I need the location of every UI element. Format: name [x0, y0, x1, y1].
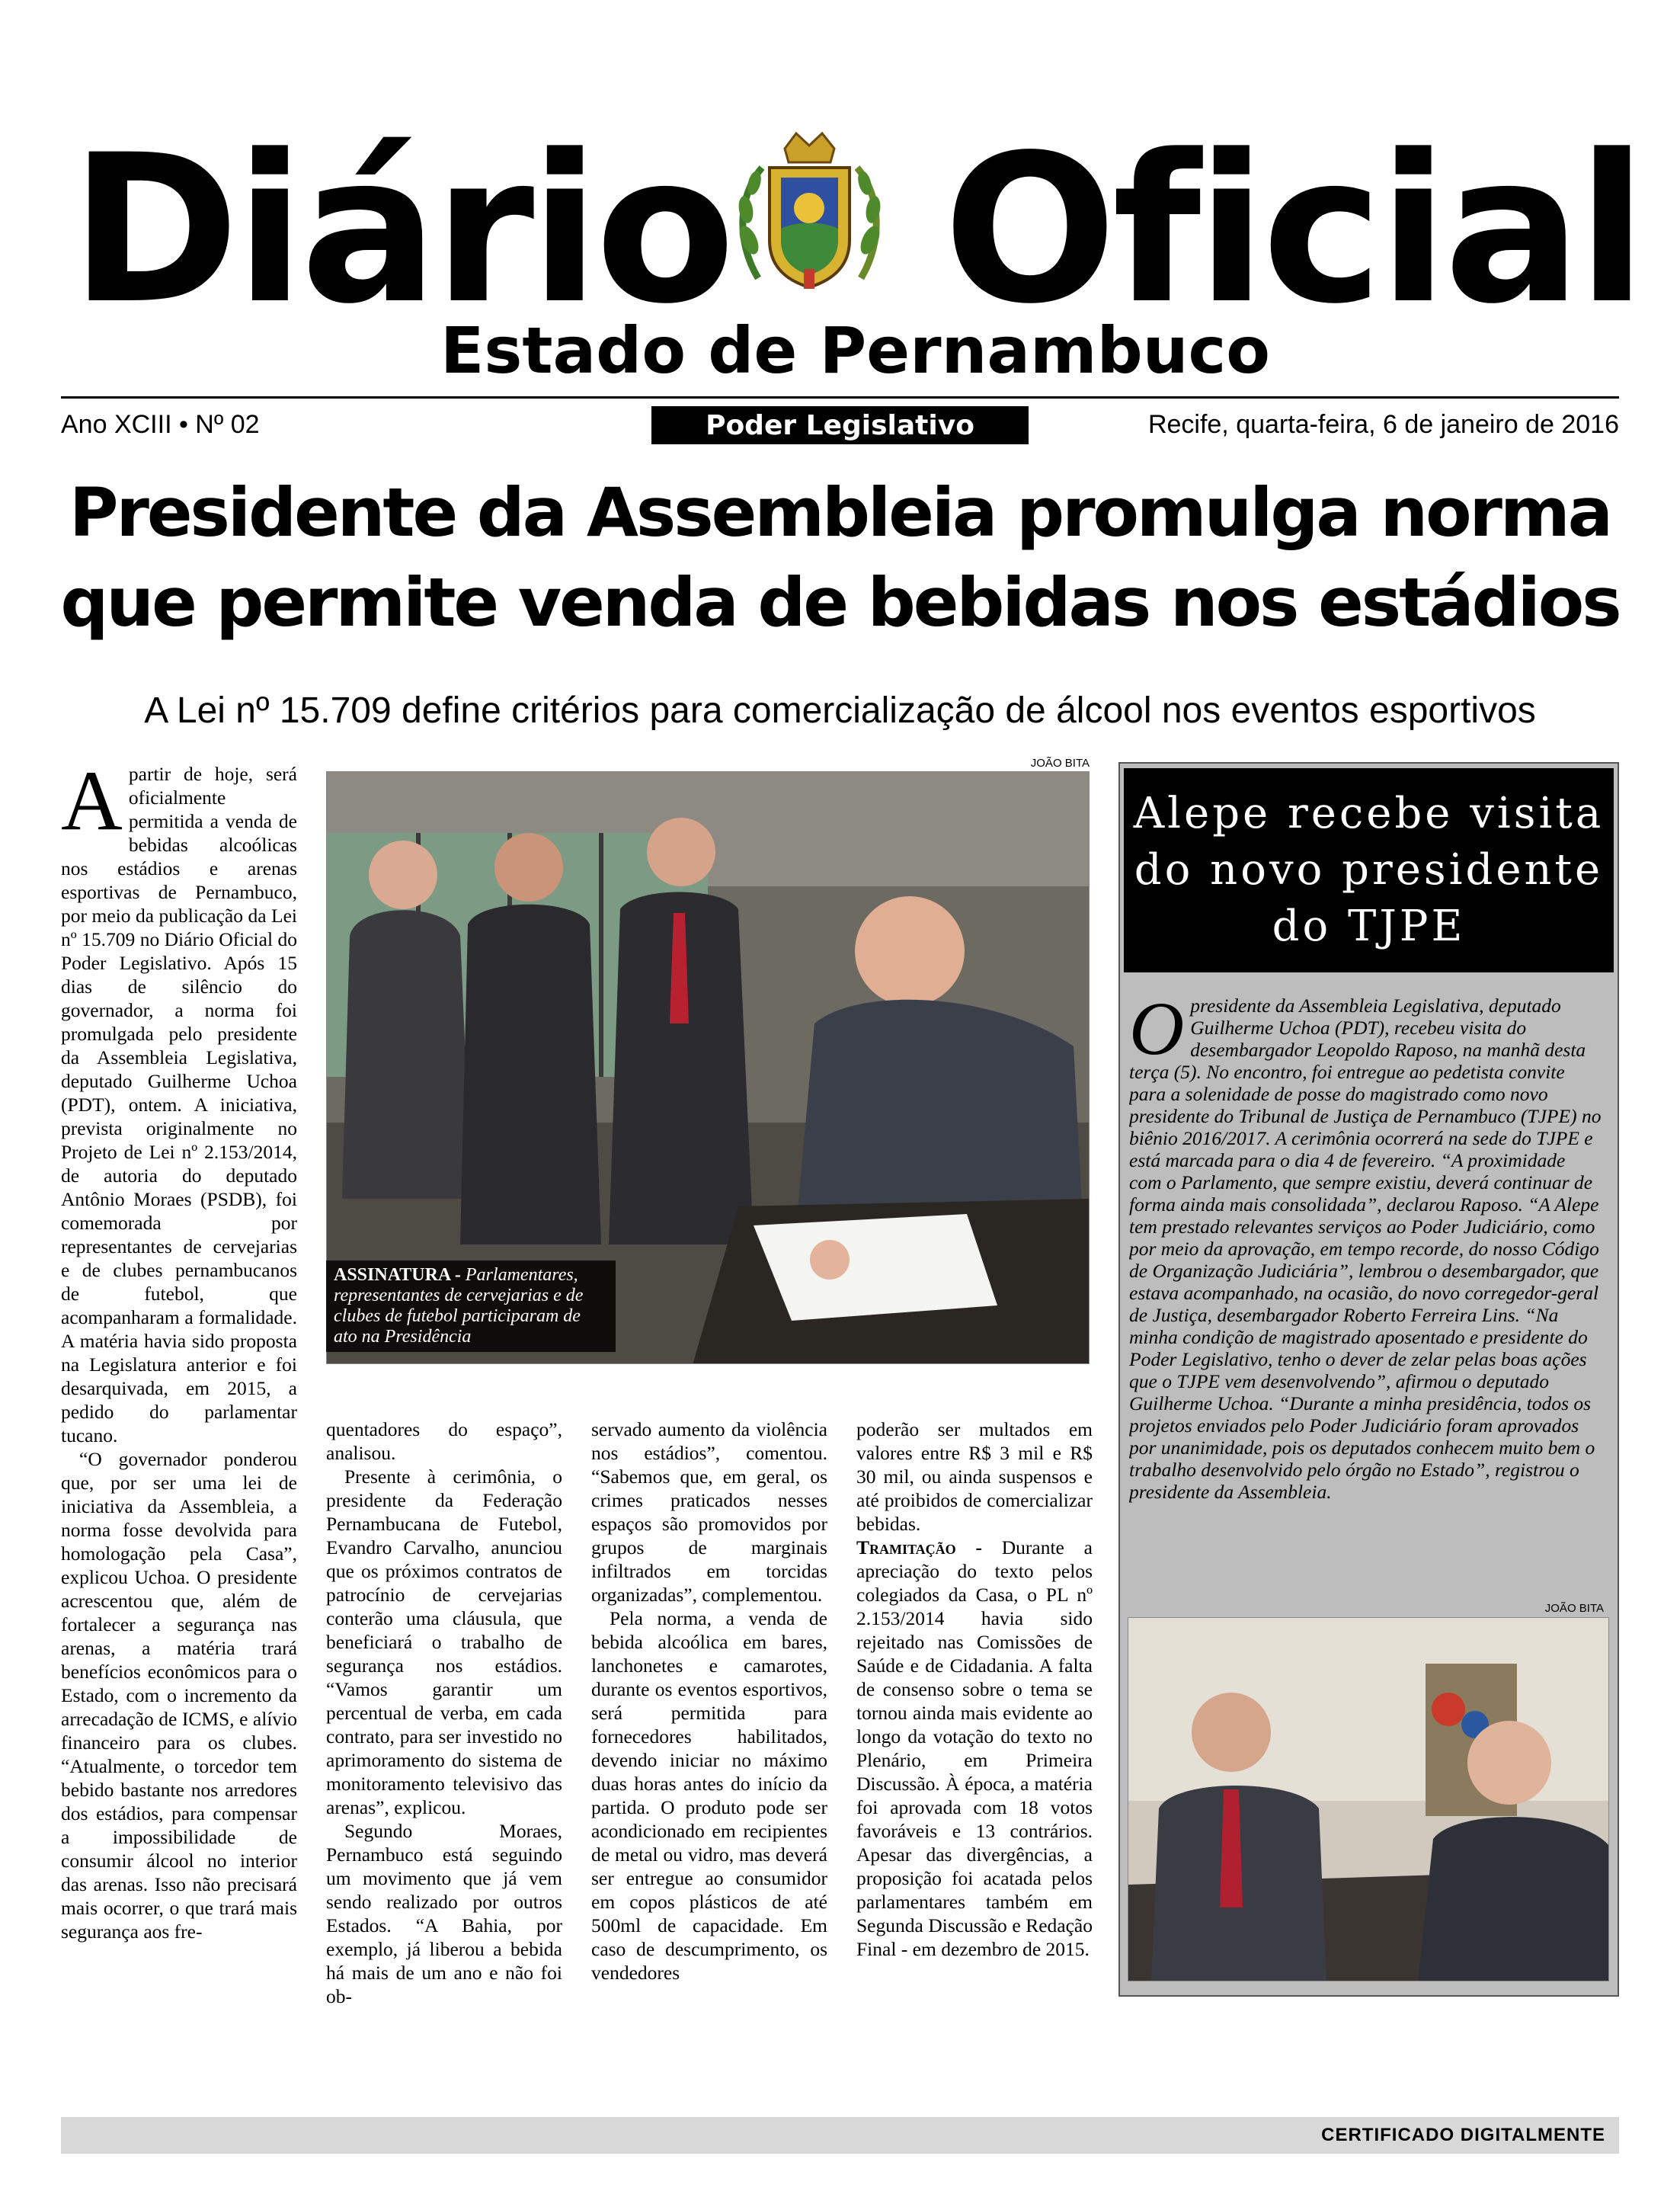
photo-caption: [326, 1260, 616, 1352]
caption-lead: ASSINATURA -: [334, 1265, 461, 1285]
subhead-tramitacao: Tramitação -: [856, 1536, 982, 1558]
article-col3-para1: servado aumento da violência nos estádios”, comentou. “Sabemos que, em geral, os crimes praticados nesses espaços são promovidos por grupos de marginais infiltrados em torcidas organizadas”, complementou.: [591, 1418, 827, 1606]
edition-number: Ano XCIII • Nº 02: [61, 410, 260, 439]
footer-label: CERTIFICADO DIGITALMENTE: [1321, 2125, 1605, 2145]
article-column-1: [61, 762, 297, 2027]
dateline: Recife, quarta-feira, 6 de janeiro de 2016: [1147, 410, 1619, 439]
meeting-photo: [1128, 1617, 1609, 1981]
article-col3-para2: Pela norma, a venda de bebida alcoólica em bares, lanchonetes e camarotes, durante os eventos esportivos, será permitida para fornecedores habilitados, devendo iniciar no máximo duas horas antes do início da partida. O produto pode ser acondicionado em recipientes de metal ou vidro, mas deverá ser entregue ao consumidor em copos plásticos de até 500ml de capacidade. Em caso de descumprimento, os vendedores: [591, 1607, 827, 1984]
masthead-word-right: Oficial: [943, 111, 1643, 349]
sidebar-paragraph: Opresidente da Assembleia Legislativa, deputado Guilherme Uchoa (PDT), recebeu visita do desembargador Leopoldo Raposo, na manhã desta terça (5). No encontro, foi entregue ao pedetista convite para a solenidade de posse do magistrado como novo presidente do Tribunal de Justiça de Pernambuco (TJPE) no biênio 2016/2017. A cerimônia ocorrerá na sede do TJPE e está marcada para o dia 4 de fevereiro. “A proximidade com o Parlamento, que sempre existiu, deverá continuar de forma ainda mais consolidada”, declarou Raposo. “A Alepe tem prestado relevantes serviços ao Poder Judiciário, como por meio da aprovação, em tempo recorde, do nosso Código de Organização Judiciária”, lembrou o desembargador, que estava acompanhado, na ocasião, do novo corregedor-geral de Justiça, desembargador Roberto Ferreira Lins. “Na minha condição de magistrado aposentado e presidente do Poder Legislativo, tenho o dever de zelar pelas boas ações que o TJPE vem desenvolvendo”, afirmou o deputado Guilherme Uchoa. “Durante a minha presidência, todos os projetos enviados pelo Poder Judiciário foram aprovados por unanimidade, pois os deputados conhecem muito bem o trabalho desenvolvido pelo órgão no Estado”, registrou o presidente da Assembleia.: [1129, 995, 1602, 1503]
masthead-subtitle: Estado de Pernambuco: [440, 313, 1271, 388]
headline-line-1: Presidente da Assembleia promulga norma: [69, 473, 1611, 552]
article-col4-para1: poderão ser multados em valores entre R$ 3 mil e R$ 30 mil, ou ainda suspensos e até proibidos de comercializar bebidas.: [856, 1418, 1093, 1535]
article-column-3: [591, 1417, 827, 2027]
masthead-rule: [61, 396, 1619, 399]
coat-of-arms-logo: [728, 126, 891, 297]
article-column-4: [856, 1417, 1093, 2027]
dropcap: A: [61, 762, 123, 848]
article-col2-para3: Segundo Moraes, Pernambuco está seguindo um movimento que já vem sendo realizado por outros Estados. “A Bahia, por exemplo, já liberou a bebida há mais de um ano e não foi ob-: [326, 1820, 562, 2007]
deck: A Lei nº 15.709 define critérios para comercialização de álcool nos eventos esportivos: [144, 690, 1536, 731]
sidebar-dropcap: O: [1129, 995, 1185, 1071]
sidebar-title: Alepe recebe visita do novo presidente do TJPE: [1124, 768, 1614, 972]
masthead-word-left: Diário: [70, 111, 731, 349]
article-column-2: [326, 1417, 562, 2027]
section-label: Poder Legislativo: [651, 406, 1029, 444]
headline-line-2: que permite venda de bebidas nos estádios: [60, 563, 1620, 642]
article-col2-para1: quentadores do espaço”, analisou.: [326, 1418, 562, 1464]
sidebar-photo-credit: JOÃO BITA: [1544, 1602, 1604, 1615]
article-col4-para2: Tramitação - Durante a apreciação do texto pelos colegiados da Casa, o PL nº 2.153/2014 havia sido rejeitado nas Comissões de Saúde e de Cidadania. A falta de consenso sobre o tema se tornou ainda mais evidente ao longo da votação do texto no Plenário, em Primeira Discussão. À época, a matéria foi aprovada com 18 votos favoráveis e 13 contrários. Apesar das divergências, a proposição foi acatada pelos parlamentares também em Segunda Discussão e Redação Final - em dezembro de 2015.: [856, 1536, 1093, 1960]
footer-bar: [61, 2117, 1619, 2154]
sidebar-text: [1129, 995, 1602, 1593]
article-col1-para1: Apartir de hoje, será oficialmente permitida a venda de bebidas alcoólicas nos estádios e arenas esportivas de Pernambuco, por meio da publicação da Lei nº 15.709 no Diário Oficial do Poder Legislativo. Após 15 dias de silêncio do governador, a norma foi promulgada pelo presidente da Assembleia Legislativa, deputado Guilherme Uchoa (PDT), ontem. A iniciativa, prevista originalmente no Projeto de Lei nº 2.153/2014, de autoria do deputado Antônio Moraes (PSDB), foi comemorada por representantes de cervejarias e de clubes pernambucanos de futebol, que acompanharam a formalidade. A matéria havia sido proposta na Legislatura anterior e foi desarquivada, em 2015, a pedido do parlamentar tucano.: [61, 762, 297, 1446]
article-col1-para2: “O governador ponderou que, por ser uma lei de iniciativa da Assembleia, a norma fosse devolvida para homologação pela Casa”, explicou Uchoa. O presidente acrescentou que, além de fortalecer a segurança nas arenas, a matéria trará benefícios econômicos para o Estado, com o incremento da arrecadação de ICMS, e alívio financeiro para os clubes. “Atualmente, o torcedor tem bebido bastante nos arredores dos estádios, para compensar a impossibilidade de consumir álcool no interior das arenas. Isso não precisará mais ocorrer, o que trará mais segurança aos fre-: [61, 1448, 297, 1943]
photo-credit: JOÃO BITA: [1030, 757, 1090, 770]
caption-text: Parlamentares, representantes de cervejarias e de clubes de futebol participaram de ato na Presidência: [334, 1265, 584, 1347]
article-col2-para2: Presente à cerimônia, o presidente da Federação Pernambucana de Futebol, Evandro Carvalho, anunciou que os próximos contratos de patrocínio de cervejarias conterão uma cláusula, que beneficiará o trabalho de segurança nos estádios. “Vamos garantir um percentual de verba, em cada contrato, para ser investido no aprimoramento do sistema de monitoramento televisivo das arenas”, explicou.: [326, 1465, 562, 1818]
